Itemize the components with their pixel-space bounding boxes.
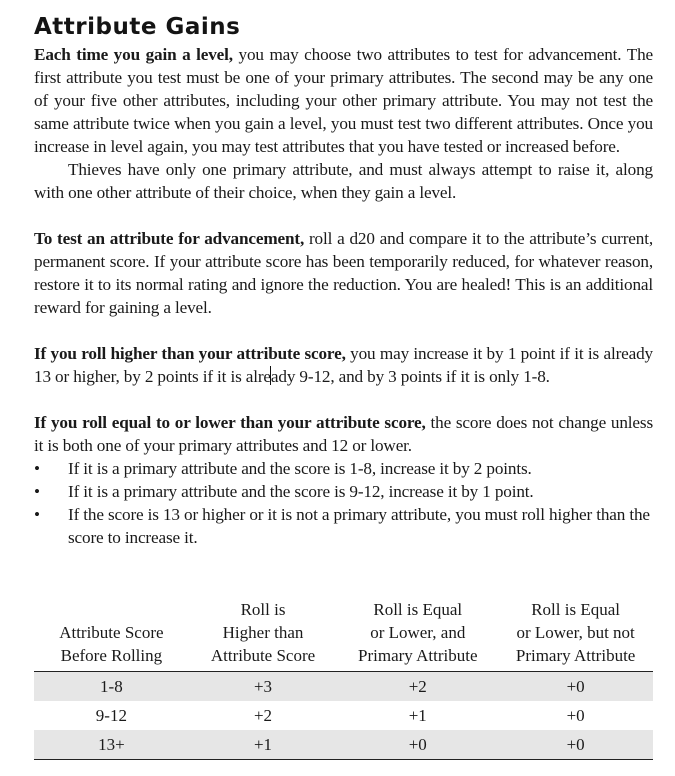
table-cell: +0 [566,706,585,725]
section-title: Attribute Gains [34,14,241,40]
column-header: Roll is Higher than Attribute Score [189,598,338,672]
list-item-text: If it is a primary attribute and the score is 1-8, increase it by 2 points. [68,459,532,478]
list-item [34,457,653,480]
table-cell: +0 [337,730,498,760]
test-lead: To test an attribute for advancement, [34,229,305,248]
table-cell: 9-12 [95,706,127,725]
intro-text: you may choose two attributes to test for advancement. The first attribute you test must be one of your primary attributes. The second may be any one of your five other attributes, including your other primary attribute. You may not test the same attribute twice when you gain a level, you must test two different attributes. Once you increase in level again, you may test attributes that you have tested or increased before. [34,45,653,156]
attribute-gains-table [34,598,653,760]
table-cell: +3 [189,672,338,702]
column-header: Roll is Equal or Lower, and Primary Attribute [337,598,498,672]
table-header-row [34,598,653,672]
table-cell: 13+ [34,730,189,760]
table-cell: +1 [189,730,338,760]
table-row [34,701,653,730]
lower-text: the score does not change unless it is both one of your primary attributes and 12 or lower. [34,413,653,455]
intro-paragraph [34,43,653,158]
higher-paragraph [34,342,653,388]
higher-lead: If you roll higher than your attribute score, [34,344,346,363]
column-header: Roll is Equal or Lower, but not Primary Attribute [498,598,653,672]
list-item [34,480,653,503]
test-text: roll a d20 and compare it to the attribute’s current, permanent score. If your attribute score has been temporarily reduced, for whatever reason, restore it to its normal rating and ignore the reduction. You are healed! This is an additional reward for gaining a level. [34,229,653,317]
list-item-text: If it is a primary attribute and the score is 9-12, increase it by 1 point. [68,482,534,501]
rule-bullet-list [34,457,653,549]
table-cell: +0 [498,672,653,702]
table-cell: +2 [337,672,498,702]
lower-lead: If you roll equal to or lower than your attribute score, [34,413,426,432]
table-row [34,672,653,702]
test-paragraph [34,227,653,319]
list-item [34,503,653,549]
list-item-text: If the score is 13 or higher or it is not a primary attribute, you must roll higher than the score to increase it. [68,505,650,547]
higher-text-b: ady 9-12, and by 3 points if it is only 1-8. [270,367,550,386]
column-header: Attribute Score Before Rolling [34,598,189,672]
bullet-icon: • [34,482,40,501]
table-cell: +0 [498,730,653,760]
lower-paragraph [34,411,653,457]
bullet-icon: • [34,459,40,478]
bullet-icon: • [34,505,40,524]
thieves-paragraph: Thieves have only one primary attribute, and must always attempt to raise it, along with one other attribute of their choice, when they gain a level. [34,160,653,202]
document-page [34,12,653,549]
table-cell: +1 [408,706,427,725]
higher-text-a: you may increase it by 1 point if it is already 13 or higher, by 2 points if it is alre [34,344,654,386]
table-cell: 1-8 [34,672,189,702]
table-cell: +2 [253,706,273,725]
intro-lead: Each time you gain a level, [34,45,233,64]
table-row [34,730,653,760]
